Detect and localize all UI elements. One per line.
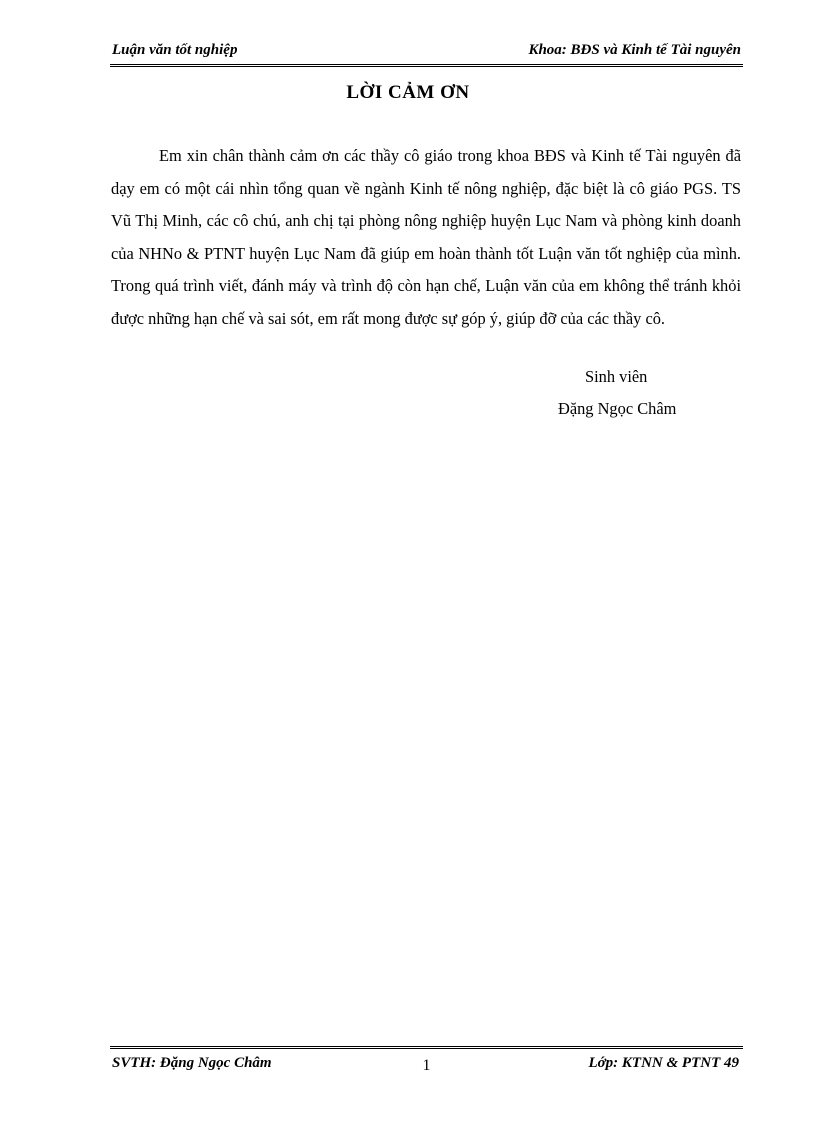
- header-document-type: Luận văn tốt nghiệp: [112, 42, 238, 58]
- signature-name: Đặng Ngọc Châm: [558, 399, 677, 418]
- signature-role: Sinh viên: [585, 367, 648, 386]
- signature-block: [558, 361, 676, 425]
- header-faculty: Khoa: BĐS và Kinh tế Tài nguyên: [528, 42, 741, 58]
- page-number: 1: [422, 1057, 431, 1074]
- footer-student: SVTH: Đặng Ngọc Châm: [112, 1055, 272, 1071]
- footer-class: Lớp: KTNN & PTNT 49: [588, 1055, 739, 1071]
- page-header: [110, 40, 743, 67]
- acknowledgement-paragraph: Em xin chân thành cảm ơn các thầy cô giáo trong khoa BĐS và Kinh tế Tài nguyên đã dạy em có một cái nhìn tổng quan về ngành Kinh tế nông nghiệp, đặc biệt là cô giáo PGS. TS Vũ Thị Minh, các cô chú, anh chị tại phòng nông nghiệp huyện Lục Nam và phòng kinh doanh của NHNo & PTNT huyện Lục Nam đã giúp em hoàn thành tốt Luận văn tốt nghiệp của mình. Trong quá trình viết, đánh máy và trình độ còn hạn chế, Luận văn của em không thể tránh khỏi được những hạn chế và sai sót, em rất mong được sự góp ý, giúp đỡ của các thầy cô.: [111, 146, 741, 328]
- page-title: LỜI CẢM ƠN: [346, 82, 470, 103]
- page-footer: [110, 1046, 743, 1077]
